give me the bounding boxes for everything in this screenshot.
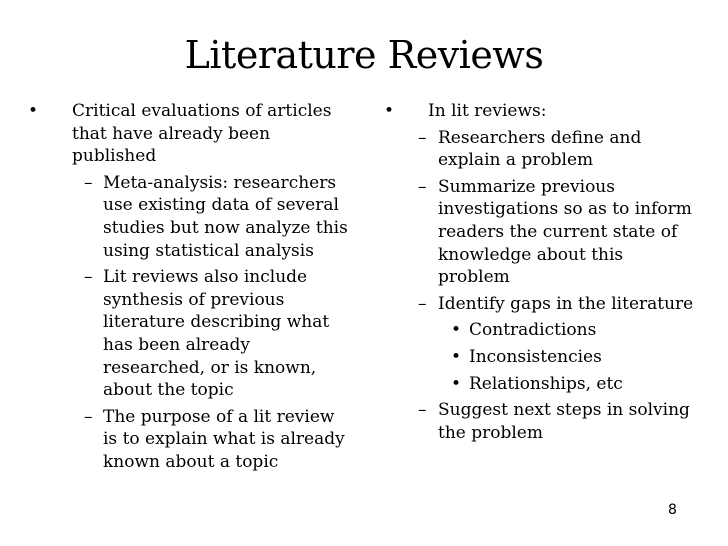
dash-marker: – xyxy=(84,267,93,288)
left-bullet-list xyxy=(28,100,350,474)
dash-marker: – xyxy=(418,127,427,148)
sub-bullet-text: Researchers define and explain a problem xyxy=(438,127,642,171)
dash-marker: – xyxy=(84,406,93,427)
sub-sub-bullet-text: Contradictions xyxy=(469,320,597,341)
right-bullet-list xyxy=(384,100,694,444)
sub-sub-bullet-text: Relationships, etc xyxy=(469,373,623,394)
sub-bullet-text: Meta-analysis: researchers use existing data of several studies but now analyze this using statistical analysis xyxy=(103,172,348,261)
sub-bullet-item xyxy=(28,172,350,262)
bullet-marker: • xyxy=(451,373,462,394)
sub-bullet-item xyxy=(384,176,694,289)
sub-sub-bullet-item xyxy=(384,346,694,369)
dash-marker: – xyxy=(418,400,427,421)
bullet-marker: • xyxy=(384,101,395,121)
bullet-item xyxy=(384,100,694,123)
bullet-text: In lit reviews: xyxy=(428,101,547,121)
sub-sub-bullet-item xyxy=(384,319,694,342)
dash-marker: – xyxy=(418,293,427,314)
bullet-marker: • xyxy=(451,346,462,367)
sub-bullet-text: Summarize previous investigations so as to inform readers the current state of knowledge about this problem xyxy=(438,176,692,288)
sub-bullet-item xyxy=(384,399,694,444)
bullet-item xyxy=(28,100,350,168)
slide-number: 8 xyxy=(668,502,677,518)
sub-bullet-text: Suggest next steps in solving the problem xyxy=(438,400,690,443)
sub-sub-bullet-item xyxy=(384,373,694,396)
sub-bullet-item xyxy=(28,266,350,402)
sub-sub-bullet-text: Inconsistencies xyxy=(469,346,602,367)
bullet-marker: • xyxy=(451,320,462,341)
bullet-text: Critical evaluations of articles that have already been published xyxy=(72,101,332,167)
bullet-marker: • xyxy=(28,101,39,121)
sub-bullet-text: Lit reviews also include synthesis of previous literature describing what has been already researched, or is known, about the topic xyxy=(103,267,330,401)
sub-bullet-item xyxy=(384,127,694,172)
dash-marker: – xyxy=(84,172,93,193)
sub-bullet-text: The purpose of a lit review is to explain what is already known about a topic xyxy=(103,406,345,472)
dash-marker: – xyxy=(418,176,427,197)
sub-bullet-text: Identify gaps in the literature xyxy=(438,293,694,314)
sub-bullet-item xyxy=(384,293,694,316)
slide-title: Literature Reviews xyxy=(184,33,544,77)
sub-bullet-item xyxy=(28,406,350,474)
